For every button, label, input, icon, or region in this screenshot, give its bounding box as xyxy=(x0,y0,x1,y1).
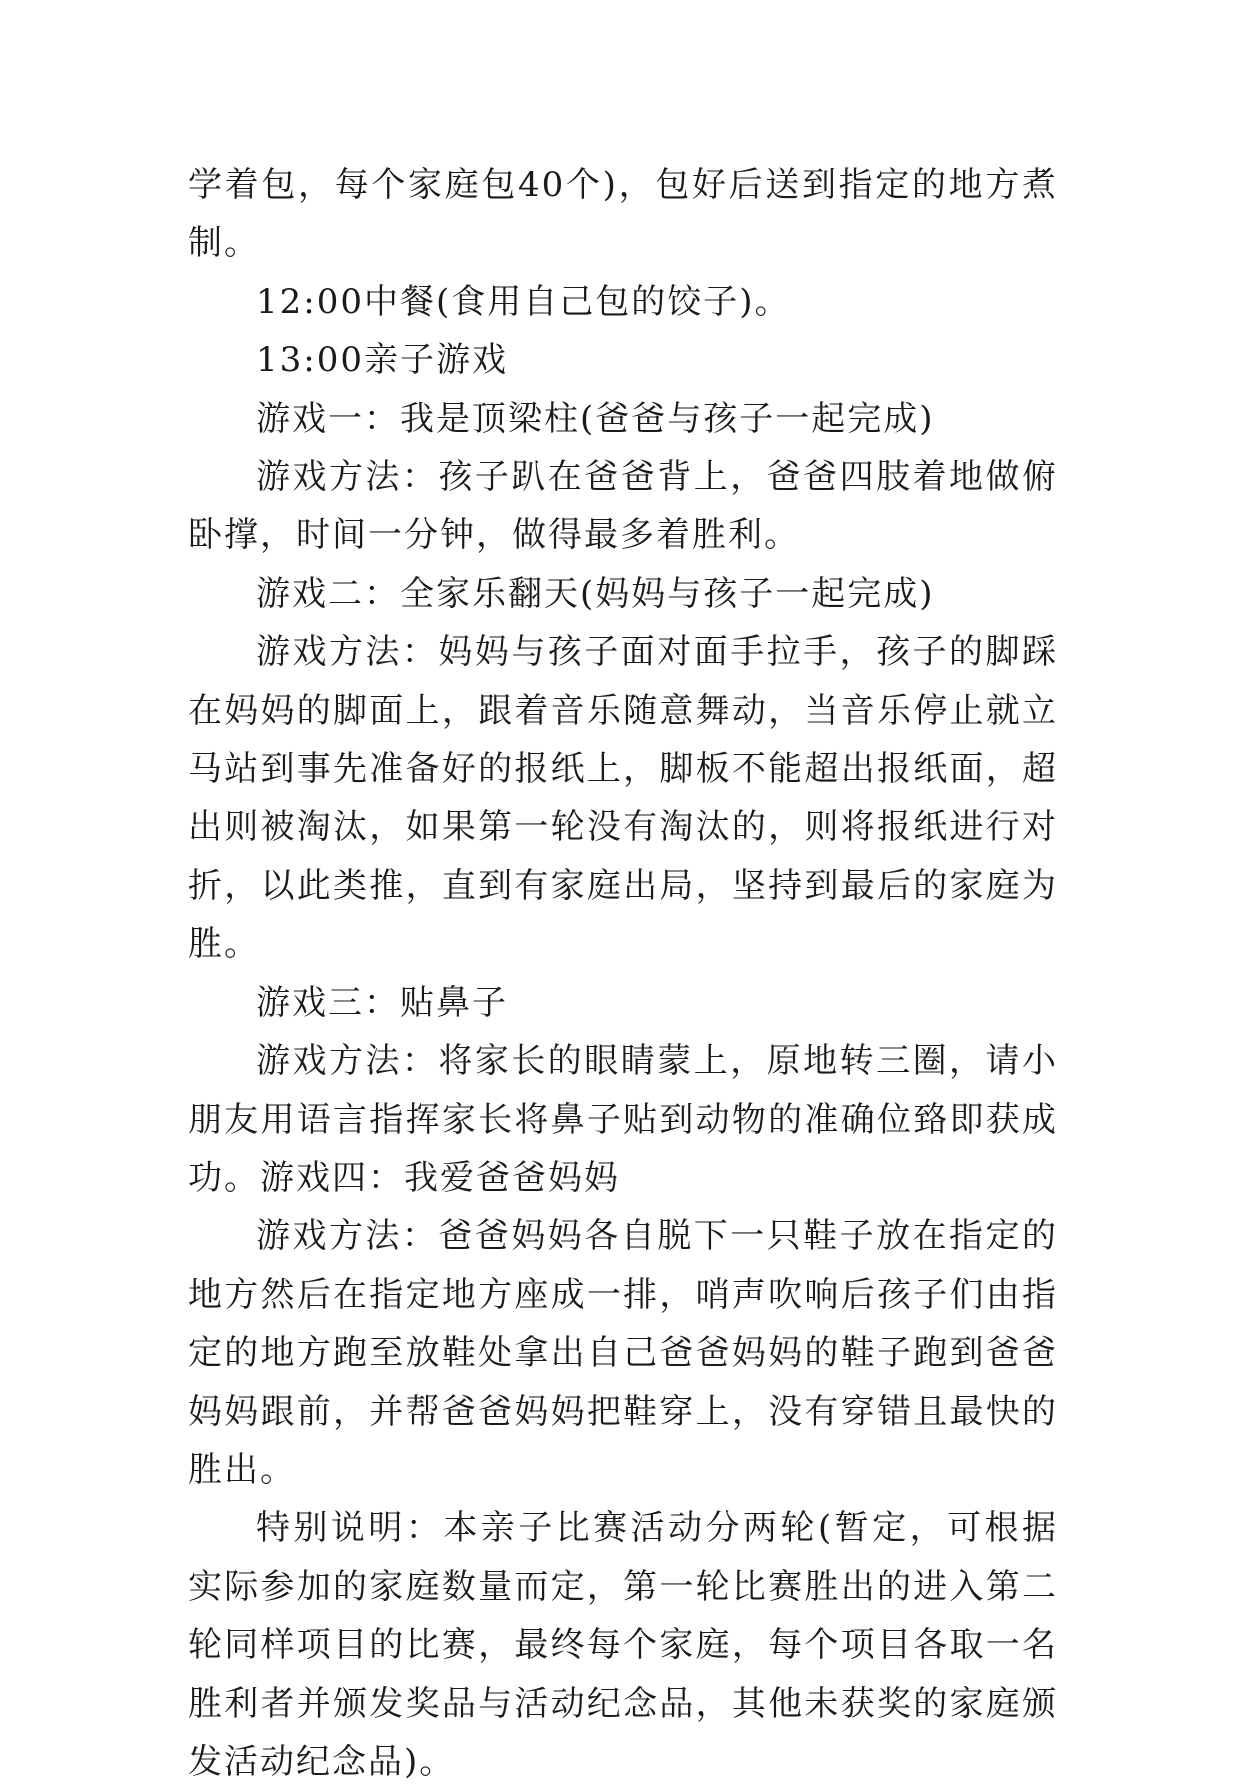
paragraph-game-two-method: 游戏方法：妈妈与孩子面对面手拉手，孩子的脚踩在妈妈的脚面上，跟着音乐随意舞动，当音乐停止就立马站到事先准备好的报纸上，脚板不能超出报纸面，超出则被淘汰，如果第一轮没有淘汰的，则将报纸进行对折，以此类推，直到有家庭出局，坚持到最后的家庭为胜。 xyxy=(188,632,1058,965)
paragraph-game-four-method: 游戏方法：爸爸妈妈各自脱下一只鞋子放在指定的地方然后在指定地方座成一排，哨声吹响后孩子们由指定的地方跑至放鞋处拿出自己爸爸妈妈的鞋子跑到爸爸妈妈跟前，并帮爸爸妈妈把鞋穿上，没有穿错且最快的胜出。 xyxy=(188,1216,1058,1490)
paragraph-special-note: 特别说明：本亲子比赛活动分两轮(暂定，可根据实际参加的家庭数量而定，第一轮比赛胜出的进入第二轮同样项目的比赛，最终每个家庭，每个项目各取一名胜利者并颁发奖品与活动纪念品，其他未获奖的家庭颁发活动纪念品)。 xyxy=(188,1508,1058,1782)
paragraph-game-time: 13:00亲子游戏 xyxy=(256,340,508,381)
paragraph-game-one-title: 游戏一：我是顶梁柱(爸爸与孩子一起完成) xyxy=(256,398,935,439)
paragraph-lunch-time: 12:00中餐(食用自己包的饺子)。 xyxy=(256,281,791,322)
paragraph-game-two-title: 游戏二：全家乐翻天(妈妈与孩子一起完成) xyxy=(256,573,935,614)
paragraph-game-three-title: 游戏三：贴鼻子 xyxy=(256,982,508,1023)
paragraph-game-three-method: 游戏方法：将家长的眼睛蒙上，原地转三圈，请小朋友用语言指挥家长将鼻子贴到动物的准确位臵即获成功。游戏四：我爱爸爸妈妈 xyxy=(188,1041,1058,1198)
paragraph-game-one-method: 游戏方法：孩子趴在爸爸背上，爸爸四肢着地做俯卧撑，时间一分钟，做得最多着胜利。 xyxy=(188,457,1058,556)
paragraph-continuation: 学着包，每个家庭包40个)，包好后送到指定的地方煮制。 xyxy=(188,165,1058,264)
body-text xyxy=(188,156,1058,1791)
